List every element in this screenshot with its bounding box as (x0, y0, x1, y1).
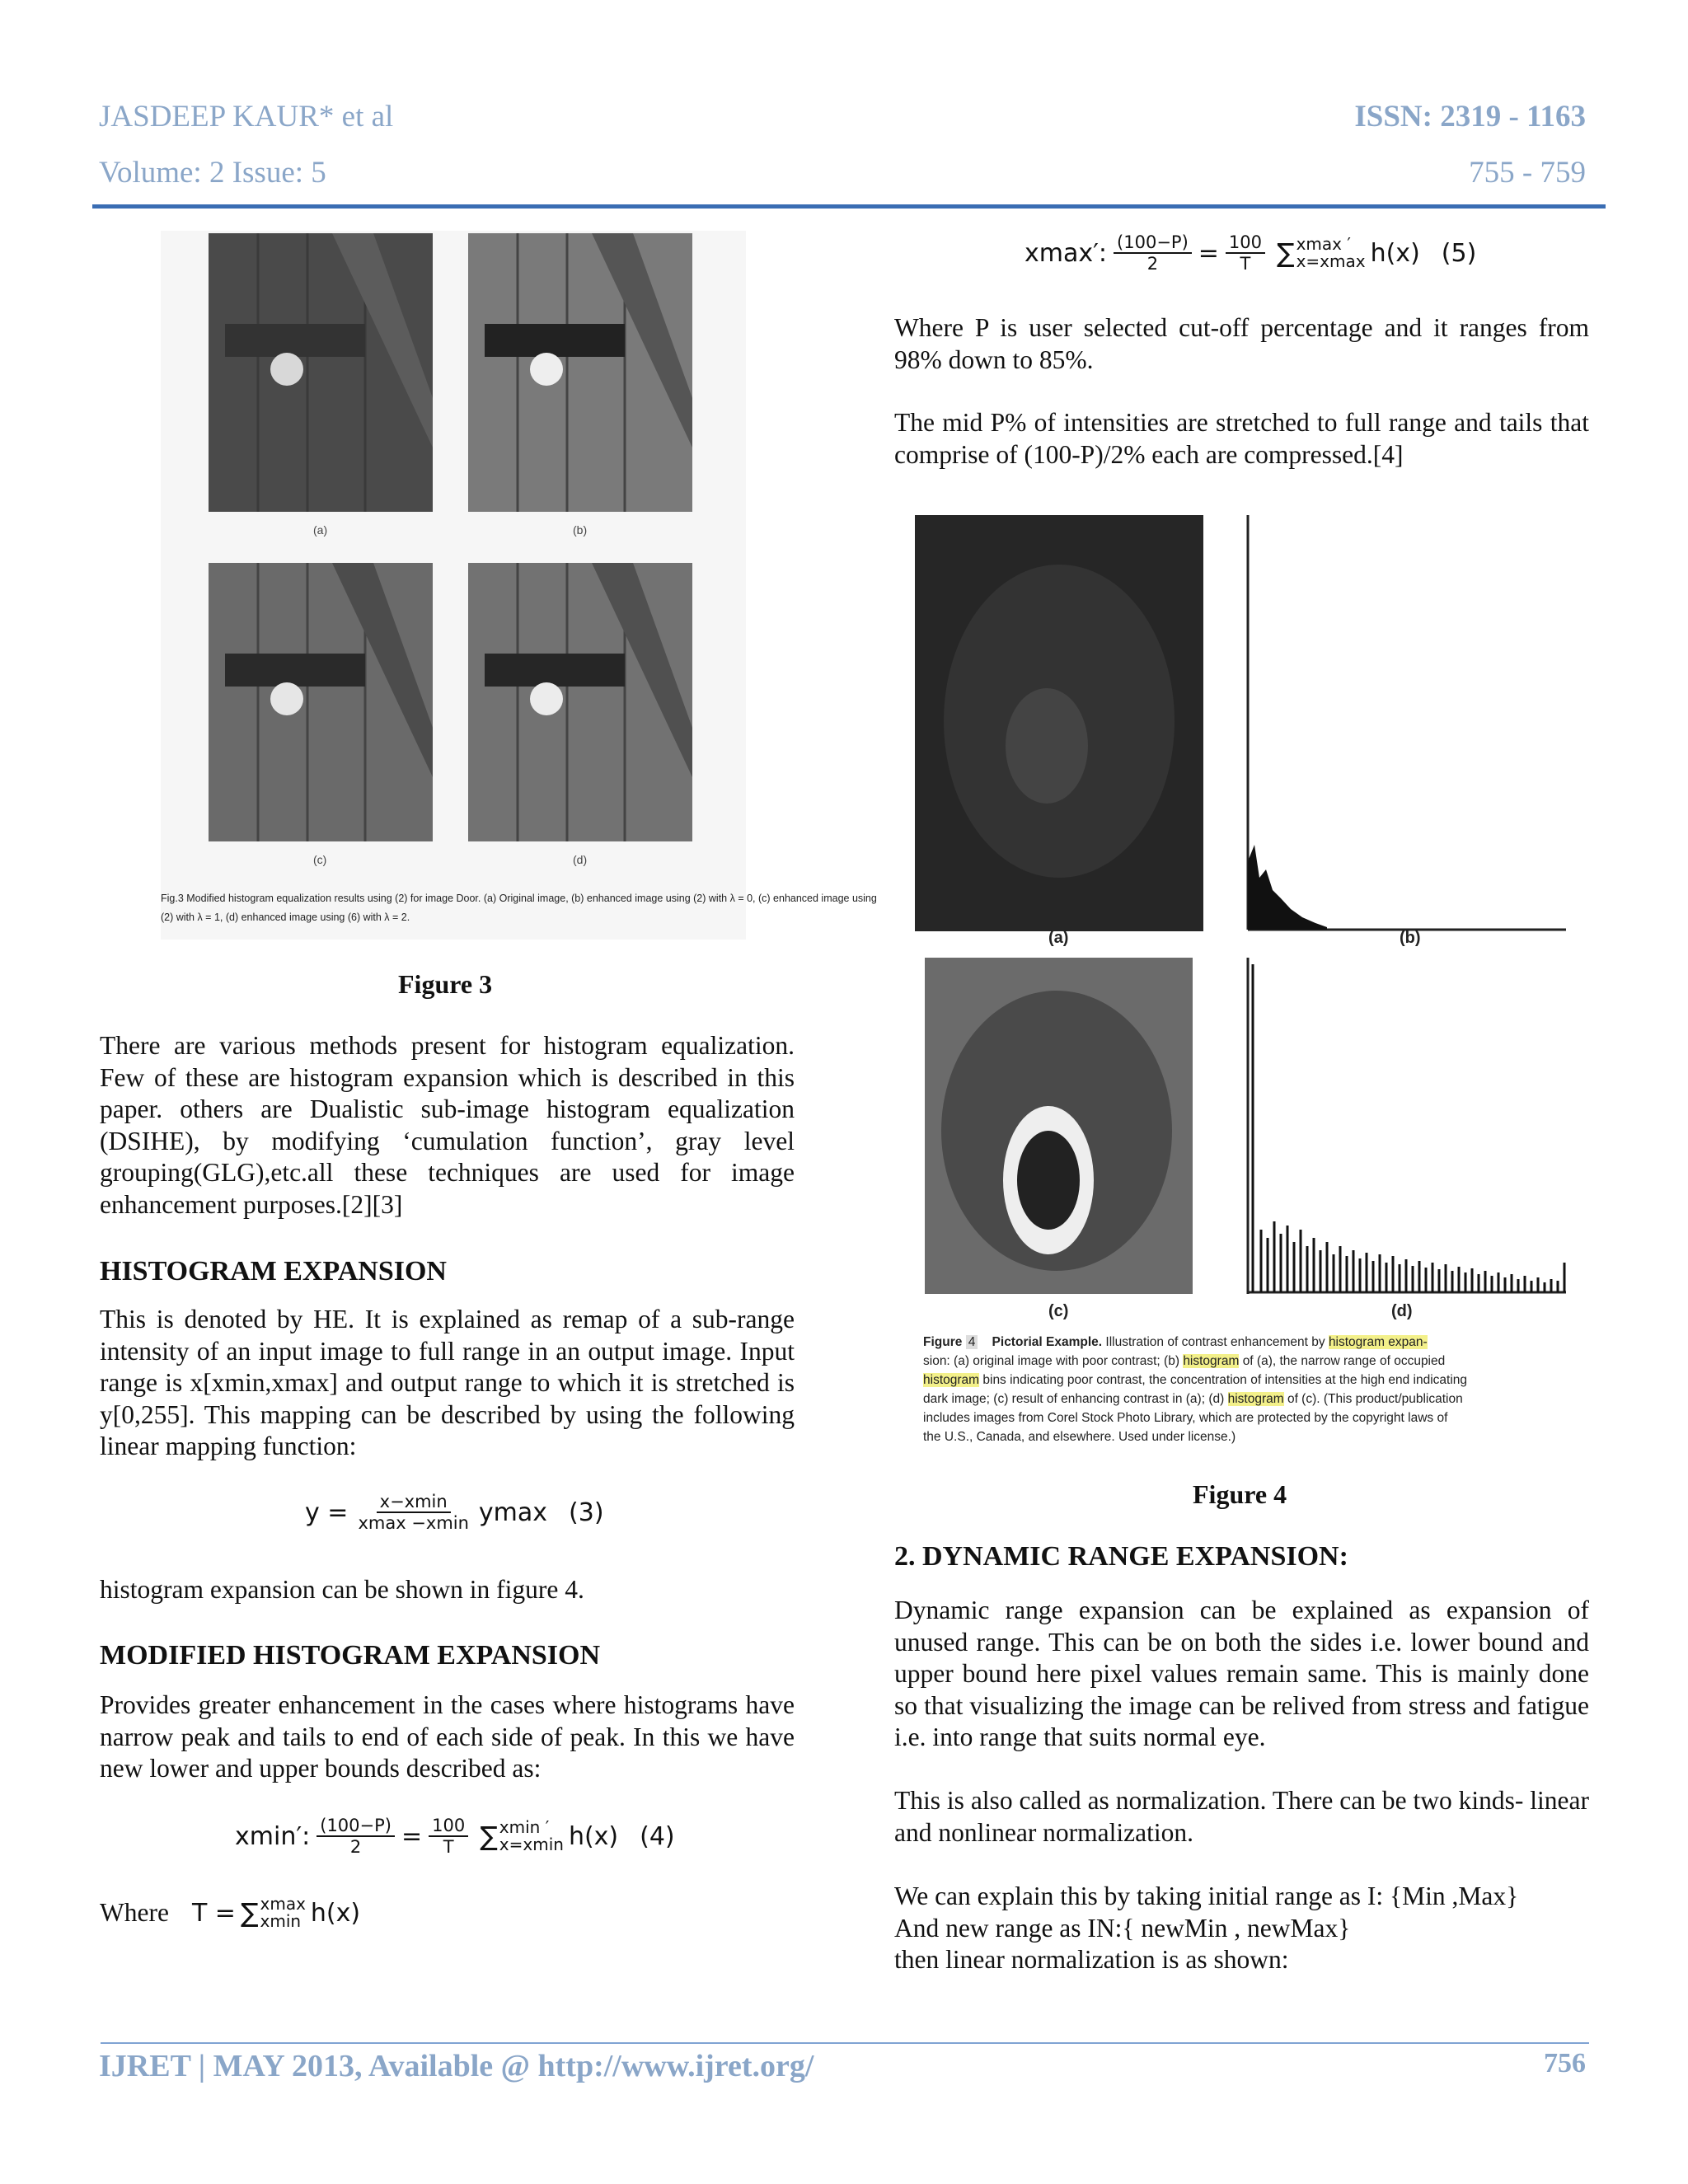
header-issn: ISSN: 2319 - 1163 (1354, 100, 1586, 134)
heading-modified-histogram-expansion: MODIFIED HISTOGRAM EXPANSION (100, 1640, 601, 1671)
fig3-label-b: (b) (573, 523, 588, 537)
left-para1: There are various methods present for histogram equalization. Few of these are histogram expansion which is described in this paper. others are Dualistic sub-image histogram equalization (DSIHE), by modifying ‘cumulation function’, gray level grouping(GLG),etc.all these techniques are used for image enhancement purposes.[2][3] (100, 1031, 795, 1219)
footer-page-number: 756 (1544, 2048, 1586, 2079)
header-author: JASDEEP KAUR* et al (99, 100, 394, 134)
equation-T: Where T = ∑ xmax xmin h(x) (100, 1894, 361, 1931)
fig4-label-a: (a) (1048, 929, 1069, 947)
fig3-inner-caption-2: (2) with λ = 1, (d) enhanced image using (6) with λ = 2. (161, 912, 410, 923)
footer-journal: IJRET | MAY 2013, Available @ http://www.ijret.org/ (99, 2049, 814, 2083)
door-photo-a (209, 233, 433, 512)
figure4-caption: Figure 4 (1193, 1479, 1287, 1509)
heading-histogram-expansion: HISTOGRAM EXPANSION (100, 1256, 447, 1286)
fig4-label-c: (c) (1048, 1302, 1069, 1320)
fig3-label-c: (c) (313, 853, 327, 866)
fig3-label-d: (d) (573, 853, 588, 866)
equation-4: xmin′: $\frac{(100-P)}{2}$ = $\frac{100}{T}$ ∑ xmin ′ x=xmin h(x) (4) (235, 1816, 675, 1857)
equation-3: y = $\frac{x-xmin}{xmax -xmin}$ ymax (3) (305, 1492, 604, 1533)
figure3-caption: Figure 3 (398, 969, 493, 999)
fig3-label-a: (a) (313, 523, 328, 537)
right-para1: Where P is user selected cut-off percentage and it ranges from 98% down to 85%. (894, 313, 1589, 374)
heading-dynamic-range-expansion: 2. DYNAMIC RANGE EXPANSION: (894, 1541, 1348, 1572)
left-para4: Provides greater enhancement in the cases where histograms have narrow peak and tails to end of each side of peak. In this we have new lower and upper bounds described as: (100, 1690, 795, 1783)
footer-rule (101, 2042, 1589, 2044)
bear-dark-image (915, 515, 1203, 931)
fig4-label-d: (d) (1391, 1302, 1413, 1320)
bear-enhanced-image (925, 958, 1193, 1294)
header-pages: 755 - 759 (1469, 156, 1586, 190)
fig3-inner-caption-1: Fig.3 Modified histogram equalization results using (2) for image Door. (a) Original image, (b) enhanced image using (2) with λ = 0, (c) enhanced image using (161, 893, 877, 904)
figure4-panel (907, 504, 1591, 1452)
door-photo-d (468, 563, 692, 841)
fig4-label-b: (b) (1400, 929, 1421, 947)
left-para3: histogram expansion can be shown in figure 4. (100, 1575, 584, 1604)
right-para3: Dynamic range expansion can be explained as expansion of unused range. This can be on both the sides i.e. lower bound and upper bound here pixel values remain same. This is mainly done so that visualizing the image can be relived from stress and fatigue i.e. into range that suits normal eye. (894, 1596, 1589, 1751)
histogram-b (1236, 515, 1574, 931)
door-photo-c (209, 563, 433, 841)
histogram-d (1236, 958, 1574, 1296)
left-para2: This is denoted by HE. It is explained as remap of a sub-range intensity of an input image to full range in an output image. Input range is x[xmin,xmax] and output range to which it is stretched is y[0,255]. This mapping can be described by using the following linear mapping function: (100, 1305, 795, 1460)
header-rule (92, 204, 1606, 209)
header-volume: Volume: 2 Issue: 5 (99, 156, 326, 190)
equation-5: xmax′: $\frac{(100-P)}{2}$ = $\frac{100}{T}$ ∑ xmax ′ x=xmax h(x) (5) (1025, 232, 1477, 274)
door-photo-b (468, 233, 692, 512)
right-para5: We can explain this by taking initial range as I: {Min ,Max} And new range as IN:{ newMin , newMax} then linear normalization is as shown: (894, 1882, 1519, 1974)
right-para2: The mid P% of intensities are stretched to full range and tails that comprise of (100-P)/2% each are compressed.[4] (894, 408, 1589, 469)
figure3-panel (161, 231, 877, 940)
fig4-inner-caption: Figure 4 Pictorial Example. Illustration of contrast enhancement by histogram expan- sion: (a) original image with poor contrast; (b) histogram of (a), the narrow range of occupied histogram bins indicating poor contrast, the concentration of intensities at the high end indicating dark image; (c) result of enhancing contrast in (a); (d) histogram of (c). (This product/publication includes images from Corel Stock Photo Library, which are protected by the copyright laws of the U.S., Canada, and elsewhere. Used under license.) (923, 1335, 1468, 1444)
right-para4: This is also called as normalization. There can be two kinds- linear and nonlinear normalization. (894, 1786, 1589, 1847)
